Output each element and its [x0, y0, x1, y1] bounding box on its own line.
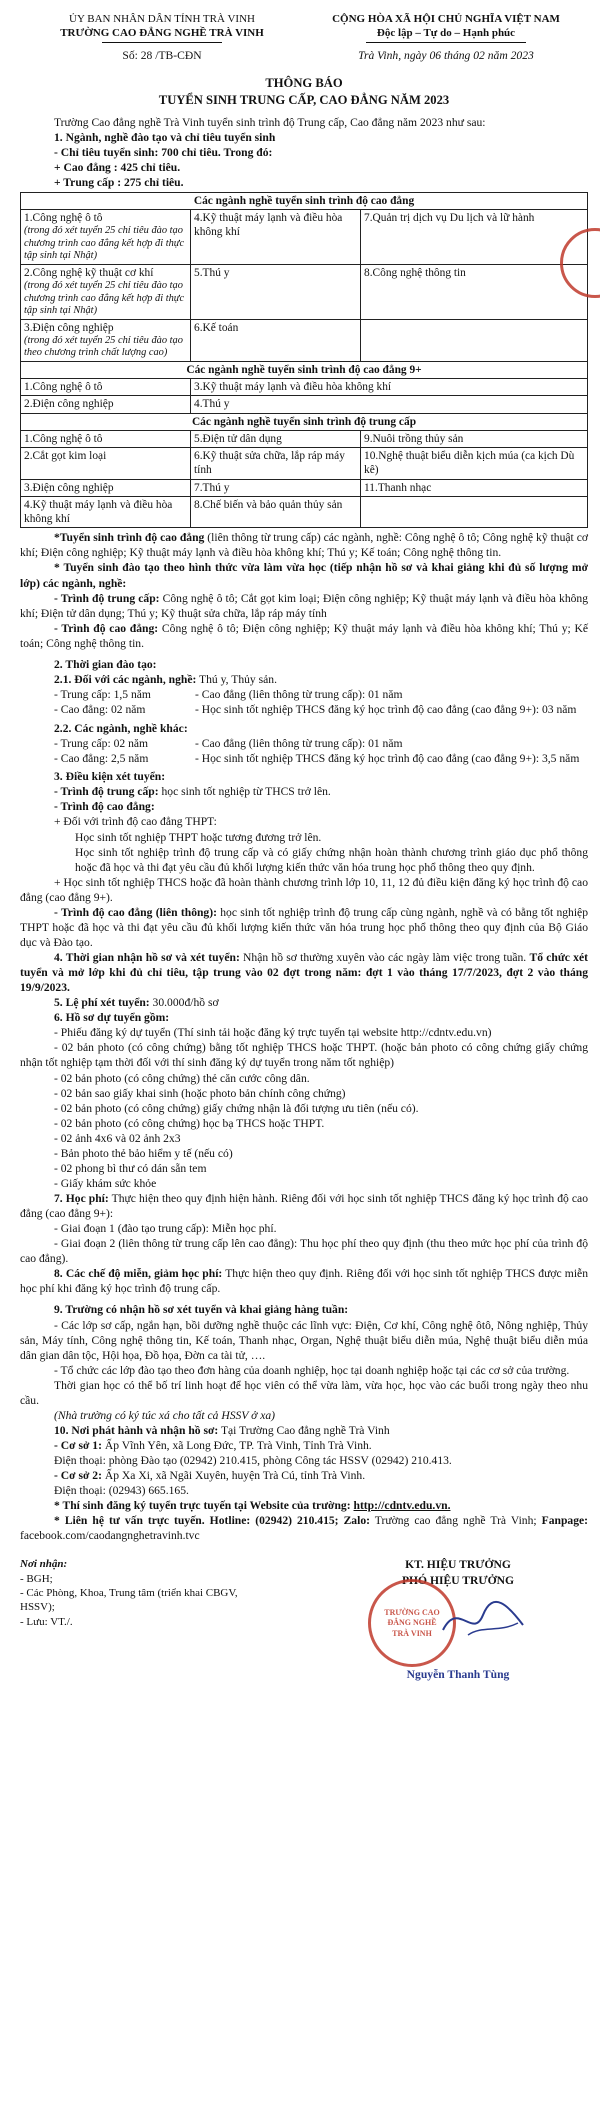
issuer-name: TRƯỜNG CAO ĐẲNG NGHỀ TRÀ VINH [60, 27, 264, 40]
dossier-item: - Phiếu đăng ký dự tuyển (Thí sinh tải hoặc đăng ký trực tuyến tại website http://cdntv.edu.vn) [54, 1026, 492, 1040]
section-7: 7. Học phí: Thực hiện theo quy định hiện hành. Riêng đối với học sinh tốt nghiệp THCS đăng ký học trình độ cao đẳng (cao đẳng 9+): [20, 1192, 588, 1221]
document-footer [20, 1557, 588, 1692]
official-stamp: TRƯỜNG CAO ĐẲNG NGHỀ TRÀ VINH [368, 1579, 456, 1667]
dossier-item: - 02 bản photo (có công chứng) bằng tốt nghiệp THCS hoặc THPT. (hoặc bản photo có công chứng giấy chứng nhận tốt nghiệp tạm thời đối với thí sinh đăng ký dự tuyển trong năm tốt nghiệp) [20, 1041, 588, 1070]
section-5: 5. Lệ phí xét tuyển: 30.000đ/hồ sơ [54, 996, 219, 1010]
section-6-heading: 6. Hồ sơ dự tuyển gồm: [54, 1011, 170, 1025]
dossier-item: - 02 bản photo (có công chứng) giấy chứng nhận là đối tượng ưu tiên (nếu có). [54, 1101, 419, 1115]
cond-cd-c: Học sinh tốt nghiệp trình độ trung cấp và có giấy chứng nhận hoàn thành chương trình giáo dục phổ thông hoặc đã học và thi đạt yêu cầu đủ khối lượng kiến thức văn hóa trung học phổ thông theo quy định. [75, 845, 588, 874]
dossier-item: - Giấy khám sức khỏe [54, 1176, 157, 1190]
place-date: Trà Vinh, ngày 06 tháng 02 năm 2023 [358, 48, 534, 62]
table-section-trung-cap: Các ngành nghề tuyển sinh trình độ trung cấp [21, 413, 588, 430]
campus-1: - Cơ sở 1: Ấp Vĩnh Yên, xã Long Đức, TP. Trà Vinh, Tỉnh Trà Vinh. [54, 1439, 372, 1453]
section-2-1: 2.1. Đối với các ngành, nghề: Thú y, Thủy sản. [54, 672, 277, 686]
intro-paragraph: Trường Cao đẳng nghề Trà Vinh tuyển sinh trình độ Trung cấp, Cao đẳng năm 2023 như sau: [54, 115, 486, 129]
program-cell: 6.Kỹ thuật sửa chữa, lắp ráp máy tính [191, 448, 361, 480]
quota-cao-dang: + Cao đẳng : 425 chỉ tiêu. [54, 160, 181, 174]
duration-row: - Cao đẳng: 02 năm - Học sinh tốt nghiệp THCS đăng ký học trình độ cao đẳng (cao đẳng 9+): 03 năm [54, 703, 577, 717]
cond-cd-a: + Đối với trình độ cao đẳng THPT: [54, 815, 217, 829]
duration-row: - Trung cấp: 02 năm - Cao đẳng (liên thông từ trung cấp): 01 năm [54, 737, 403, 751]
section-10: 10. Nơi phát hành và nhận hồ sơ: Tại Trường Cao đẳng nghề Trà Vinh [54, 1423, 390, 1437]
program-cell [361, 319, 588, 361]
doc-number: Số: 28 /TB-CĐN [122, 48, 202, 62]
part-time-cd: - Trình độ cao đẳng: Công nghệ ô tô; Điện công nghiệp; Kỹ thuật máy lạnh và điều hòa không khí; Thú y; Kế toán; Công nghệ thông tin. [20, 621, 588, 650]
program-note: (trong đó xét tuyển 25 chỉ tiêu đào tạo chương trình cao đẳng kết hợp đi thực tập sinh tại Nhật) [24, 280, 185, 317]
fee-stage-2: - Giai đoạn 2 (liên thông từ trung cấp lên cao đẳng): Thu học phí theo quy định (thu theo mức học phí của trình độ cao đẳng). [20, 1237, 588, 1266]
doc-meta-row [20, 48, 588, 63]
document-title [20, 75, 588, 109]
title-line1: THÔNG BÁO [265, 75, 343, 90]
table-row [21, 379, 588, 396]
program-cell: 5.Thú y [191, 264, 361, 319]
program-cell: 2.Điện công nghiệp [21, 396, 191, 413]
nation-name: CỘNG HÒA XÃ HỘI CHỦ NGHĨA VIỆT NAM [332, 13, 560, 25]
program-note: (trong đó xét tuyển 25 chỉ tiêu đào tạo chương trình cao đẳng kết hợp đi thực tập sinh tại Nhật) [24, 225, 185, 262]
table-row [21, 430, 588, 447]
motto-underline [366, 42, 526, 43]
recipients-title: Nơi nhận: [20, 1558, 68, 1571]
program-cell: 4.Kỹ thuật máy lạnh và điều hòa không khí [191, 210, 361, 265]
section-4: 4. Thời gian nhận hồ sơ và xét tuyển: Nhận hồ sơ thường xuyên vào các ngày làm việc trong tuần. Tổ chức xét tuyển và mở lớp khi đủ chỉ tiêu, tập trung vào 02 đợt trong năm: đợt 1 vào tháng 17/7/2023, đợt 2 vào tháng 19/9/2023. [20, 951, 588, 995]
dossier-item: - 02 bản sao giấy khai sinh (hoặc photo bản chính công chứng) [54, 1086, 346, 1100]
cond-cd-b: Học sinh tốt nghiệp THPT hoặc tương đương trở lên. [75, 830, 322, 844]
recipient-item: - Lưu: VT./. [20, 1615, 73, 1628]
signature-scribble [438, 1595, 528, 1645]
program-cell: 3.Điện công nghiệp [24, 321, 114, 334]
issuer-underline [102, 42, 222, 43]
table-row [21, 319, 588, 361]
program-cell: 7.Thú y [191, 479, 361, 496]
nation-motto: Độc lập – Tự do – Hạnh phúc [376, 27, 516, 40]
cond-cd-d: + Học sinh tốt nghiệp THCS hoặc đã hoàn thành chương trình lớp 10, 11, 12 đủ điều kiện đăng ký học trình độ cao đẳng (cao đẳng 9+). [20, 875, 588, 904]
contact-line: * Liên hệ tư vấn trực tuyến. Hotline: (02942) 210.415; Zalo: Trường cao đẳng nghề Trà Vinh; Fanpage: facebook.com/caodangnghetravinh.tvc [20, 1514, 588, 1543]
schedule-paragraph: Thời gian học có thể bố trí linh hoạt để học viên có thể vừa làm, vừa học, học vào các buổi trong ngày theo nhu cầu. [20, 1378, 588, 1407]
programs-table [20, 192, 588, 528]
dossier-item: - Bản photo thẻ bảo hiểm y tế (nếu có) [54, 1146, 233, 1160]
signer-name: Nguyễn Thanh Tùng [406, 1668, 510, 1682]
sign-title-2: PHÓ HIỆU TRƯỞNG [401, 1573, 515, 1587]
sign-title-1: KT. HIỆU TRƯỞNG [405, 1558, 511, 1572]
section-2-heading: 2. Thời gian đào tạo: [54, 657, 157, 671]
program-cell: 10.Nghệ thuật biểu diễn kịch múa (ca kịch Dù kê) [361, 448, 588, 480]
program-cell: 9.Nuôi trồng thủy sản [361, 430, 588, 447]
issuer-block [20, 12, 304, 43]
section-1-heading: 1. Ngành, nghề đào tạo và chỉ tiêu tuyển sinh [54, 130, 276, 144]
table-section-cao-dang: Các ngành nghề tuyển sinh trình độ cao đẳng [21, 192, 588, 209]
issuer-parent: ỦY BAN NHÂN DÂN TỈNH TRÀ VINH [69, 13, 255, 25]
program-note: (trong đó xét tuyển 25 chỉ tiêu đào tạo theo chương trình chất lượng cao) [24, 334, 183, 359]
program-cell: 3.Điện công nghiệp [21, 479, 191, 496]
website-link[interactable]: http://cdntv.edu.vn. [353, 1499, 451, 1513]
program-cell: 2.Cắt gọt kim loại [21, 448, 191, 480]
table-row [21, 210, 588, 265]
quota-total: - Chỉ tiêu tuyển sinh: 700 chỉ tiêu. Trong đó: [54, 145, 273, 159]
cond-cd-heading: - Trình độ cao đẳng: [54, 800, 155, 814]
program-cell: 11.Thanh nhạc [361, 479, 588, 496]
program-cell: 8.Chế biến và bảo quản thủy sản [191, 496, 361, 528]
program-cell: 4.Thú y [191, 396, 588, 413]
campus-2: - Cơ sở 2: Ấp Xa Xi, xã Ngãi Xuyên, huyện Trà Cú, tỉnh Trà Vinh. [54, 1469, 366, 1483]
table-row [21, 264, 588, 319]
program-cell: 7.Quản trị dịch vụ Du lịch và lữ hành [361, 210, 588, 265]
program-cell: 1.Công nghệ ô tô [24, 212, 103, 225]
program-cell [361, 496, 588, 528]
recipients-block [20, 1557, 250, 1692]
quota-trung-cap: + Trung cấp : 275 chỉ tiêu. [54, 175, 184, 189]
fee-stage-1: - Giai đoạn 1 (đào tạo trung cấp): Miễn học phí. [54, 1222, 277, 1236]
short-course-paragraph: - Các lớp sơ cấp, ngắn hạn, bồi dưỡng nghề thuộc các lĩnh vực: Điện, Cơ khí, Công nghệ ôtô, Nông nghiệp, Thủy sản, Máy tính, Công nghệ thông tin, Kế toán, Thanh nhạc, Organ, Nghệ thuật biểu diễn múa, Nghệ thuật biểu diễn múa dân gian dân tộc, Hội họa, Đồ họa, Đờn ca tài tử, …. [20, 1318, 588, 1362]
online-registration: * Thí sinh đăng ký tuyển trực tuyến tại Website của trường: http://cdntv.edu.vn. [54, 1499, 451, 1513]
recipient-item: - BGH; [20, 1572, 53, 1585]
table-row [21, 496, 588, 528]
campus-1-phone: Điện thoại: phòng Đào tạo (02942) 210.415, phòng Công tác HSSV (02942) 210.413. [54, 1454, 452, 1468]
section-2-2: 2.2. Các ngành, nghề khác: [54, 722, 188, 736]
dormitory-note: (Nhà trường có ký túc xá cho tất cả HSSV ở xa) [54, 1408, 276, 1422]
program-cell: 4.Kỹ thuật máy lạnh và điều hòa không khí [21, 496, 191, 528]
cond-lienthong: - Trình độ cao đẳng (liên thông): học sinh tốt nghiệp trình độ trung cấp cùng ngành, nghề và có bằng tốt nghiệp THPT hoặc đã học và thi đạt yêu cầu đủ khối lượng kiến thức văn hóa trung học phổ thông theo quy định của Bộ Giáo dục và Đào tạo. [20, 905, 589, 949]
table-row [21, 479, 588, 496]
signature-block [328, 1557, 588, 1692]
program-cell: 5.Điện tử dân dụng [191, 430, 361, 447]
section-3-heading: 3. Điều kiện xét tuyển: [54, 770, 166, 784]
program-cell: 6.Kế toán [191, 319, 361, 361]
program-cell: 8.Công nghệ thông tin [361, 264, 588, 319]
lienthong-paragraph: *Tuyển sinh trình độ cao đẳng (liên thông từ trung cấp) các ngành, nghề: Công nghệ ô tô; Công nghệ kỹ thuật cơ khí; Điện công nghiệp; Kỹ thuật máy lạnh và điều hòa không khí; Thú y; Kế toán; Công nghệ thông tin. [20, 531, 588, 560]
campus-2-phone: Điện thoại: (02943) 665.165. [54, 1484, 189, 1498]
dossier-item: - 02 bản photo (có công chứng) học bạ THCS hoặc THPT. [54, 1116, 325, 1130]
table-row [21, 448, 588, 480]
title-line2: TUYỂN SINH TRUNG CẤP, CAO ĐẲNG NĂM 2023 [158, 92, 450, 107]
table-section-cao-dang-9plus: Các ngành nghề tuyển sinh trình độ cao đẳng 9+ [21, 361, 588, 378]
dossier-item: - 02 ảnh 4x6 và 02 ảnh 2x3 [54, 1131, 181, 1145]
part-time-heading: * Tuyển sinh đào tạo theo hình thức vừa làm vừa học (tiếp nhận hồ sơ và khai giảng khi đủ số lượng mở lớp) các ngành, nghề: [20, 561, 588, 590]
program-cell: 1.Công nghệ ô tô [21, 430, 191, 447]
enterprise-paragraph: - Tổ chức các lớp đào tạo theo đơn hàng của doanh nghiệp, học tại doanh nghiệp hoặc tại các cơ sở của trường. [54, 1363, 570, 1377]
section-9-heading: 9. Trường có nhận hồ sơ xét tuyển và khai giảng hàng tuần: [54, 1303, 349, 1317]
section-8: 8. Các chế độ miễn, giảm học phí: Thực hiện theo quy định. Riêng đối với học sinh tốt nghiệp THCS được miễn học phí khi đăng ký học trình độ trung cấp. [20, 1267, 588, 1296]
program-cell: 1.Công nghệ ô tô [21, 379, 191, 396]
nation-block [304, 12, 588, 43]
part-time-tc: - Trình độ trung cấp: Công nghệ ô tô; Cắt gọt kim loại; Điện công nghiệp; Kỹ thuật máy lạnh và điều hòa không khí; Điện tử dân dụng; Thú y; Kỹ thuật sửa chữa, lắp ráp máy tính [20, 591, 589, 620]
table-row [21, 396, 588, 413]
program-cell: 2.Công nghệ kỹ thuật cơ khí [24, 266, 154, 279]
dossier-item: - 02 phong bì thư có dán sẵn tem [54, 1161, 207, 1175]
recipient-item: - Các Phòng, Khoa, Trung tâm (triển khai CBGV, HSSV); [20, 1587, 238, 1614]
duration-row: - Trung cấp: 1,5 năm - Cao đẳng (liên thông từ trung cấp): 01 năm [54, 687, 403, 701]
program-cell: 3.Kỹ thuật máy lạnh và điều hòa không khí [191, 379, 588, 396]
cond-tc: - Trình độ trung cấp: học sinh tốt nghiệp từ THCS trở lên. [54, 785, 331, 799]
dossier-item: - 02 bản photo (có công chứng) thẻ căn cước công dân. [54, 1071, 310, 1085]
document-header [20, 12, 588, 43]
duration-row: - Cao đẳng: 2,5 năm - Học sinh tốt nghiệp THCS đăng ký học trình độ cao đẳng (cao đẳng 9+): 3,5 năm [54, 752, 580, 766]
